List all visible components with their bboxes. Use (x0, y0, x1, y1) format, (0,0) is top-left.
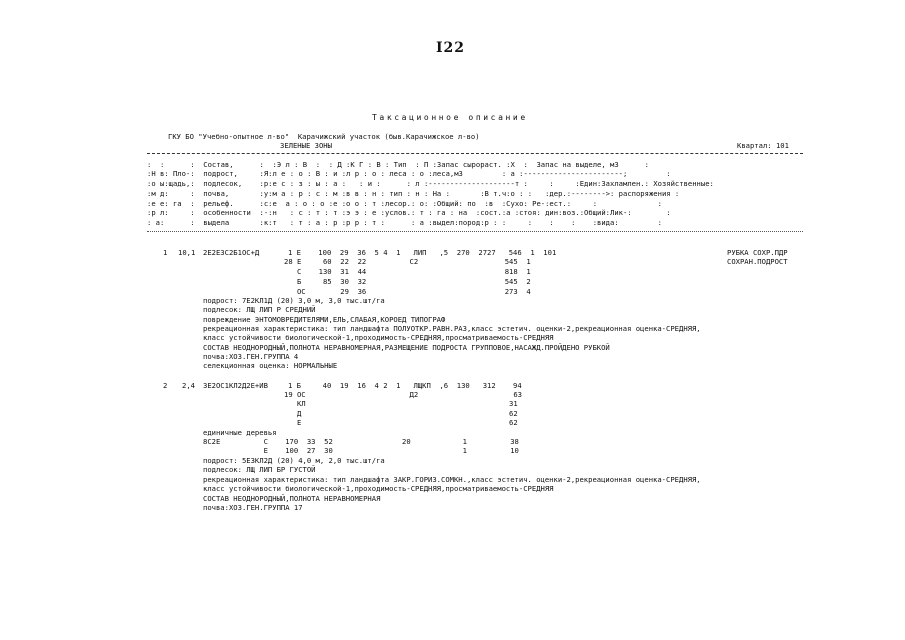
division-area: 2,4 (182, 381, 195, 390)
division-note: СОСТАВ НЕОДНОРОДНЫЙ,ПОЛНОТА НЕРАВНОМЕРНАЯ,РАЗМЕЩЕНИЕ ПОДРОСТА ГРУППОВОЕ,НАСАЖД.ПРОЙДЕНО РУБКОЙ (203, 343, 610, 352)
single-trees-label: единичные деревья (203, 428, 277, 437)
division-note: подрост: 5Е3КЛ2Д (20) 4,0 м, 2,0 тыс.шт/га (203, 456, 385, 465)
header-quarter: Квартал: 101 (737, 141, 789, 150)
header-rule-top (147, 153, 803, 154)
division-row: КЛ 31 (284, 399, 518, 408)
division-number: 1 (163, 248, 168, 257)
division-note: класс устойчивости биологической-1,проходимость-СРЕДНЯЯ,просматриваемость-СРЕДНЯЯ (203, 333, 554, 342)
column-header-line: : а: : выдела :к:т : т : а : р :р р : т : : а :выдел:пород:р : : : : : :вида: : (147, 218, 662, 227)
column-header-line: : : : Состав, : :Э л : В : : Д :К Г : В : Тип : П :Запас сырораст. :Х : Запас на выделе, м3 : (147, 160, 649, 169)
column-header-line: :о ы:щадь,: подлесок, :р:е с : з : ы : а : : и : : л :--------------------т : : :Един:Захламлен.: Хозяйственные: (147, 179, 714, 188)
division-note: почва:ХОЗ.ГЕН.ГРУППА 4 (203, 352, 299, 361)
division-row: Е 62 (284, 418, 518, 427)
division-area: 10,1 (178, 248, 196, 257)
division-row: Б 85 30 32 545 2 (284, 277, 531, 286)
single-tree-row: Е 100 27 30 1 10 (203, 446, 519, 455)
division-composition: 3Е2ОС1КЛ2Д2Е+ИВ (203, 381, 268, 390)
division-note: СОСТАВ НЕОДНОРОДНЫЙ,ПОЛНОТА НЕРАВНОМЕРНАЯ (203, 494, 381, 503)
division-row: Д 62 (284, 409, 518, 418)
header-zone: ЗЕЛЕНЫЕ ЗОНЫ (280, 141, 332, 150)
division-row: ОС 29 36 273 4 (284, 287, 531, 296)
header-rule-bottom (147, 231, 803, 232)
division-note: рекреационная характеристика: тип ландшафта ЗАКР.ГОРИЗ.СОМКН.,класс эстетич. оценки-2,рекреационная оценка-СРЕДНЯЯ, (203, 475, 701, 484)
division-row: 1 Е 100 29 36 5 4 1 ЛИП ,5 270 2727 546 1 101 (288, 248, 557, 257)
document-title: Таксационное описание (372, 113, 528, 122)
division-note: класс устойчивости биологической-1,проходимость-СРЕДНЯЯ,просматриваемость-СРЕДНЯЯ (203, 484, 554, 493)
division-row: 1 Б 40 19 16 4 2 1 ЛЩКП ,6 130 312 94 (288, 381, 522, 390)
column-header-line: :м д: : почва, :у:м а : р : с : м :в в : н : тип : н : На : :В т.ч:о : : :дер.:-------->: распоряжения : (147, 189, 680, 198)
division-note: подлесок: ЛЩ ЛИП БР ГУСТОЙ (203, 465, 316, 474)
division-note: подрост: 7Е2КЛ1Д (20) 3,0 м, 3,0 тыс.шт/га (203, 296, 385, 305)
division-note: селекционная оценка: НОРМАЛЬНЫЕ (203, 361, 338, 370)
column-header-line: :р л: : особенности :-:н : с : т : т :э э : е :услов.: т : га : на :сост.:а :стоя: дин:воз.:Общий:Лик-: : (147, 208, 671, 217)
page-number: I22 (436, 40, 466, 56)
division-composition: 2Е2ЕЗС2Б1ОС+Д (203, 248, 260, 257)
single-tree-row: 8С2Е С 170 33 52 20 1 38 (203, 437, 519, 446)
column-header-line: :Н в: Пло-: подрост, :Я:л е : о : В : и :л р : о : леса : о :леса,м3 : а :-----------------------; : (147, 169, 671, 178)
division-action: РУБКА СОХР.ПДР (727, 248, 788, 257)
division-row: 28 Е 60 22 22 С2 545 1 (284, 257, 531, 266)
division-note: рекреационная характеристика: тип ландшафта ПОЛУОТКР.РАВН.РАЗ,класс эстетич. оценки-2,рекреационная оценка-СРЕДНЯЯ, (203, 324, 701, 333)
division-note: почва:ХОЗ.ГЕН.ГРУППА 17 (203, 503, 303, 512)
division-row: 19 ОС Д2 63 (284, 390, 522, 399)
division-action: СОХРАН.ПОДРОСТ (727, 257, 788, 266)
column-header-line: :е е: га : рельеф. :с:е а : о : о :е :о о : т :лесор.: о: :Общий: по :в :Сухо: Ре-:ест.: : : (147, 199, 662, 208)
header-org: ГКУ БО "Учебно-опытное л-во" Карачижский участок (быв.Карачижское л-во) (168, 132, 480, 141)
division-note: повреждение ЭНТОМОВРЕДИТЕЛЯМИ,ЕЛЬ,СЛАБАЯ,КОРОЕД ТИПОГРАФ (203, 315, 446, 324)
division-number: 2 (163, 381, 168, 390)
division-row: С 130 31 44 818 1 (284, 267, 531, 276)
division-note: подлесок: ЛЩ ЛИП Р СРЕДНИЙ (203, 305, 316, 314)
